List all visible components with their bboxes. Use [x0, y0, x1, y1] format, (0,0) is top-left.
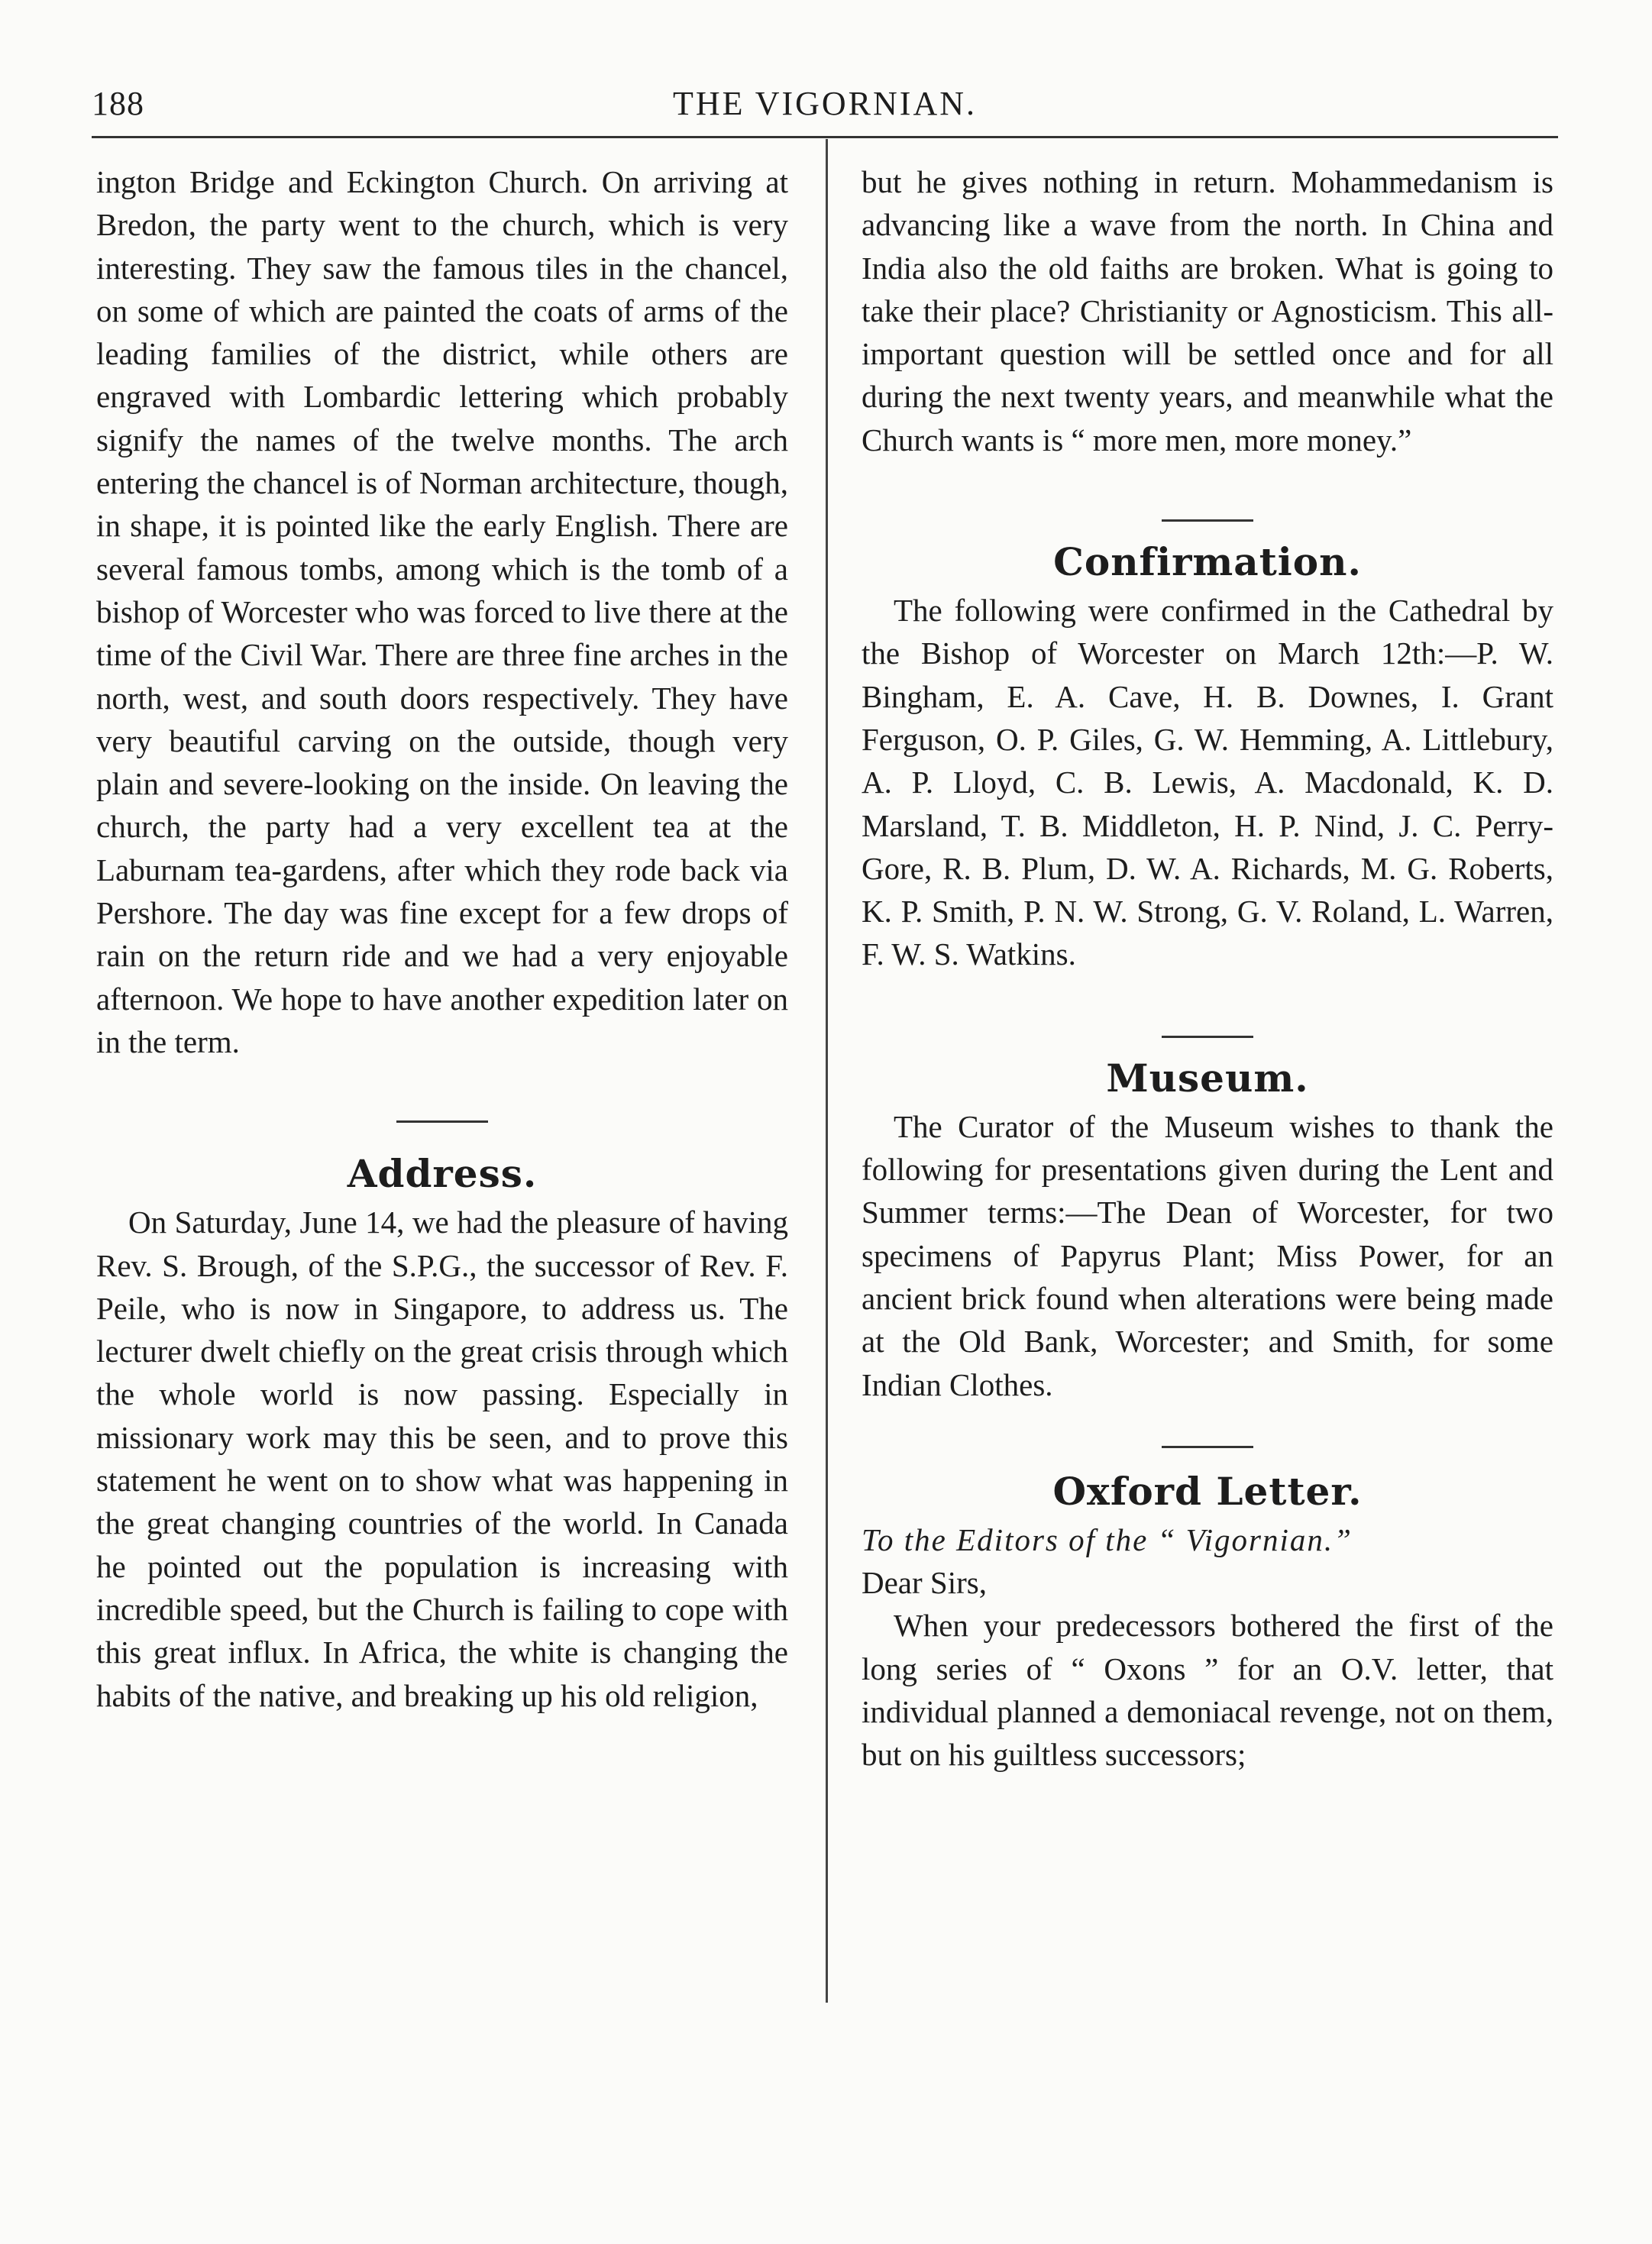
page-header [92, 84, 1558, 130]
header-rule [92, 136, 1558, 138]
confirmation-body: The following were confirmed in the Cathedral by the Bishop of Worcester on March 12th:—P. W. Bingham, E. A. Cave, H. B. Downes, I. Grant Ferguson, O. P. Giles, G. W. Hemming, A. Littlebury, A. P. Lloyd, C. B. Lewis, A. Macdonald, K. D. Marsland, T. B. Middleton, H. P. Nind, J. C. Perry-Gore, R. B. Plum, D. W. A. Richards, M. G. Roberts, K. P. Smith, P. N. W. Strong, G. V. Roland, L. Warren, F. W. S. Watkins. [862, 593, 1553, 972]
running-title: THE VIGORNIAN. [672, 85, 978, 122]
right-column [862, 160, 1553, 1777]
museum-body: The Curator of the Museum wishes to thank the following for presentations given during the Lent and Summer terms:—The Dean of Worcester, for two specimens of Papyrus Plant; Miss Power, for an ancient brick found when alterations were being made at the Old Bank, Worcester; and Smith, for some Indian Clothes. [862, 1108, 1553, 1402]
left-column [96, 160, 788, 1717]
oxford-letter-address: To the Editors of the “ Vigornian.” [862, 1521, 1353, 1557]
museum-heading: Museum. [1106, 1055, 1309, 1101]
expedition-continuation-text: ington Bridge and Eckington Church. On arriving at Bredon, the party went to the church, which is very interesting. They saw the famous tiles in the chancel, on some of which are painted the coats of arms of the leading families of the district, while others are engraved with Lombardic lettering which probably signify the names of the twelve months. The arch entering the chancel is of Norman architecture, though, in shape, it is pointed like the early English. There are several famous tombs, among which is the tomb of a bishop of Worcester who was forced to live there at the time of the Civil War. There are three fine arches in the north, west, and south doors respectively. They have very beautiful carving on the outside, though very plain and severe-looking on the inside. On leaving the church, the party had a very excellent tea at the Laburnam tea-gardens, after which they rode back via Pershore. The day was fine except for a few drops of rain on the return ride and we had a very enjoyable afternoon. We hope to have another expedition later on in the term. [96, 164, 788, 1059]
oxford-letter-body: When your predecessors bothered the first of the long series of “ Oxons ” for an O.V. letter, that individual planned a demoniacal revenge, not on them, but on his guiltless successors; [862, 1608, 1553, 1773]
address-continuation-text: but he gives nothing in return. Mohammedanism is advancing like a wave from the north. In China and India also the old faiths are broken. What is going to take their place? Christianity or Agnosticism. This all-important question will be settled once and for all during the next twenty years, and meanwhile what the Church wants is “ more men, more money.” [862, 164, 1553, 458]
address-heading: Address. [347, 1151, 538, 1197]
page-number: 188 [92, 85, 144, 122]
oxford-letter-salutation: Dear Sirs, [862, 1565, 987, 1601]
column-rule [826, 139, 828, 2003]
address-body: On Saturday, June 14, we had the pleasure of having Rev. S. Brough, of the S.P.G., the successor of Rev. F. Peile, who is now in Singapore, to address us. The lecturer dwelt chiefly on the great crisis through which the whole world is now passing. Especially in missionary work may this be seen, and to prove this statement he went on to show what was happening in the great changing countries of the world. In Canada he pointed out the population is increasing with incredible speed, but the Church is failing to cope with this great influx. In Africa, the white is changing the habits of the native, and breaking up his old religion, [96, 1204, 788, 1713]
oxford-letter-heading: Oxford Letter. [1052, 1468, 1363, 1514]
confirmation-heading: Confirmation. [1053, 539, 1362, 585]
